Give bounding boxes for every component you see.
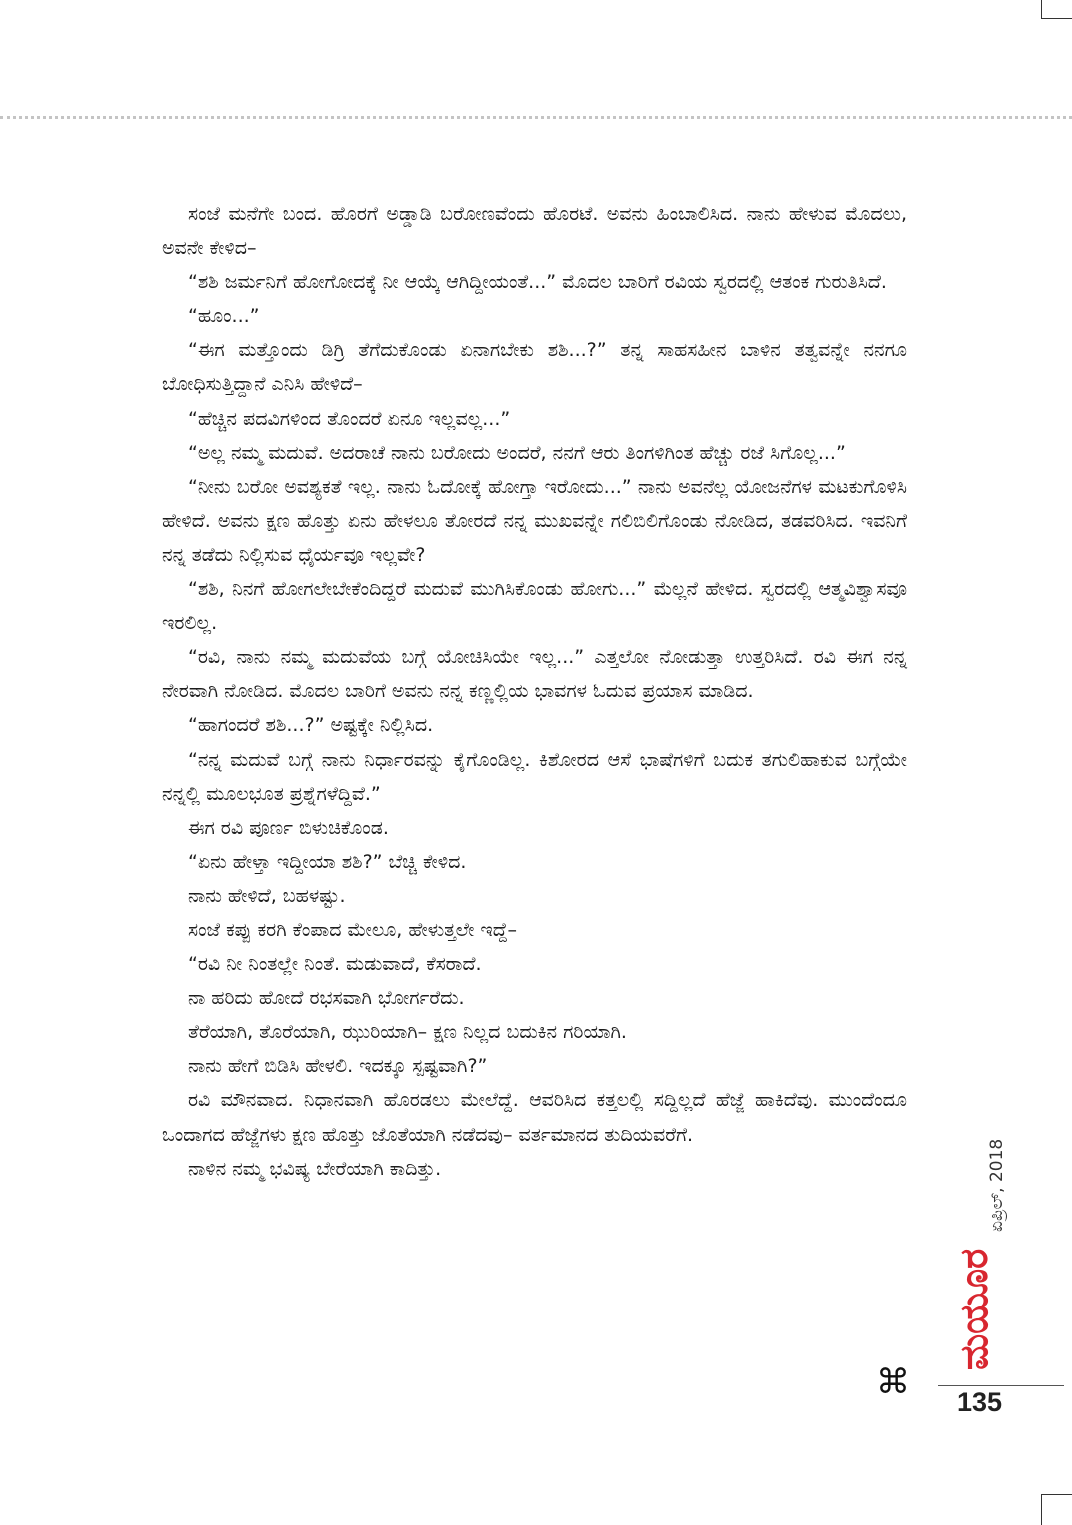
paragraph: “ನನ್ನ ಮದುವೆ ಬಗ್ಗೆ ನಾನು ನಿರ್ಧಾರವನ್ನು ಕೈಗೊಂಡಿಲ್ಲ. ಕಿಶೋರದ ಆಸೆ ಭಾಷೆಗಳಿಗೆ ಬದುಕ ತಗುಲಿಹಾಕುವ ಬಗ್ಗೆಯೇ ನನ್ನಲ್ಲಿ ಮೂಲಭೂತ ಪ್ರಶ್ನೆಗಳೆದ್ದಿವೆ.” bbox=[162, 748, 907, 805]
end-of-story-icon: ⌘ bbox=[876, 1362, 910, 1402]
paragraph: “ಅಲ್ಲ ನಮ್ಮ ಮದುವೆ. ಅದರಾಚೆ ನಾನು ಬರೋದು ಅಂದರೆ, ನನಗೆ ಆರು ತಿಂಗಳಿಗಿಂತ ಹೆಚ್ಚು ರಜೆ ಸಿಗೊಲ್ಲ...” bbox=[188, 441, 846, 464]
paragraph: “ಶಶಿ ಜರ್ಮನಿಗೆ ಹೋಗೋದಕ್ಕೆ ನೀ ಆಯ್ಕೆ ಆಗಿದ್ದೀಯಂತೆ...” ಮೊದಲ ಬಾರಿಗೆ ರವಿಯ ಸ್ವರದಲ್ಲಿ ಆತಂಕ ಗುರುತಿಸಿದೆ. bbox=[188, 271, 887, 294]
paragraph: “ರವಿ ನೀ ನಿಂತಲ್ಲೇ ನಿಂತೆ. ಮಡುವಾದೆ, ಕೆಸರಾದೆ. bbox=[188, 953, 482, 976]
page-number-rule bbox=[938, 1385, 1064, 1386]
paragraph: “ಏನು ಹೇಳ್ತಾ ಇದ್ದೀಯಾ ಶಶಿ?” ಬೆಚ್ಚಿ ಕೇಳಿದ. bbox=[188, 850, 467, 873]
header-dotted-rule bbox=[0, 116, 1072, 119]
paragraph: ಸಂಜೆ ಮನೆಗೇ ಬಂದ. ಹೊರಗೆ ಅಡ್ಡಾಡಿ ಬರೋಣವೆಂದು ಹೊರಟೆ. ಅವನು ಹಿಂಬಾಲಿಸಿದ. ನಾನು ಹೇಳುವ ಮೊದಲು, ಅವನೇ ಕೇಳಿದ– bbox=[162, 203, 907, 260]
story-body bbox=[162, 197, 907, 1186]
crop-mark-bottom-right-horizontal bbox=[1041, 1494, 1072, 1495]
paragraph: ನಾಳಿನ ನಮ್ಮ ಭವಿಷ್ಯ ಬೇರೆಯಾಗಿ ಕಾದಿತ್ತು. bbox=[188, 1157, 442, 1180]
magazine-logo: ಮಯೂರ bbox=[952, 1248, 996, 1371]
crop-mark-top-right-vertical bbox=[1041, 0, 1042, 18]
crop-mark-bottom-right-vertical bbox=[1041, 1494, 1042, 1525]
paragraph: “ಹೆಚ್ಚಿನ ಪದವಿಗಳಿಂದ ತೊಂದರೆ ಏನೂ ಇಲ್ಲವಲ್ಲ...” bbox=[188, 407, 511, 430]
paragraph: ಈಗ ರವಿ ಪೂರ್ಣ ಬಿಳುಚಿಕೊಂಡ. bbox=[188, 816, 389, 839]
paragraph: “ನೀನು ಬರೋ ಅವಶ್ಯಕತೆ ಇಲ್ಲ. ನಾನು ಓದೋಕ್ಕೆ ಹೋಗ್ತಾ ಇರೋದು...” ನಾನು ಅವನೆಲ್ಲ ಯೋಜನೆಗಳ ಮಟಕುಗೊಳಿಸಿ ಹೇಳಿದೆ. ಅವನು ಕ್ಷಣ ಹೊತ್ತು ಏನು ಹೇಳಲೂ ತೋರದೆ ನನ್ನ ಮುಖವನ್ನೇ ಗಲಿಬಿಲಿಗೊಂಡು ನೋಡಿದ, ತಡವರಿಸಿದ. ಇವನಿಗೆ ನನ್ನ ತಡೆದು ನಿಲ್ಲಿಸುವ ಧೈರ್ಯವೂ ಇಲ್ಲವೇ? bbox=[162, 475, 907, 566]
magazine-side-label bbox=[935, 1112, 1015, 1382]
paragraph: “ಶಶಿ, ನಿನಗೆ ಹೋಗಲೇಬೇಕೆಂದಿದ್ದರೆ ಮದುವೆ ಮುಗಿಸಿಕೊಂಡು ಹೋಗು...” ಮೆಲ್ಲನೆ ಹೇಳಿದ. ಸ್ವರದಲ್ಲಿ ಆತ್ಮವಿಶ್ವಾಸವೂ ಇರಲಿಲ್ಲ. bbox=[162, 578, 907, 635]
paragraph: ತೆರೆಯಾಗಿ, ತೊರೆಯಾಗಿ, ಝುರಿಯಾಗಿ– ಕ್ಷಣ ನಿಲ್ಲದ ಬದುಕಿನ ಗರಿಯಾಗಿ. bbox=[188, 1021, 627, 1044]
crop-mark-top-right-horizontal bbox=[1041, 18, 1072, 19]
paragraph: ರವಿ ಮೌನವಾದ. ನಿಧಾನವಾಗಿ ಹೊರಡಲು ಮೇಲೆದ್ದೆ. ಆವರಿಸಿದ ಕತ್ತಲಲ್ಲಿ ಸದ್ದಿಲ್ಲದೆ ಹೆಜ್ಜೆ ಹಾಕಿದೆವು. ಮುಂದೆಂದೂ ಒಂದಾಗದ ಹೆಜ್ಜೆಗಳು ಕ್ಷಣ ಹೊತ್ತು ಜೊತೆಯಾಗಿ ನಡೆದವು– ವರ್ತಮಾನದ ತುದಿಯವರೆಗೆ. bbox=[162, 1089, 907, 1146]
paragraph: “ಹಾಗಂದರೆ ಶಶಿ...?” ಅಷ್ಟಕ್ಕೇ ನಿಲ್ಲಿಸಿದ. bbox=[188, 714, 434, 737]
paragraph: “ರವಿ, ನಾನು ನಮ್ಮ ಮದುವೆಯ ಬಗ್ಗೆ ಯೋಚಿಸಿಯೇ ಇಲ್ಲ...” ಎತ್ತಲೋ ನೋಡುತ್ತಾ ಉತ್ತರಿಸಿದೆ. ರವಿ ಈಗ ನನ್ನ ನೇರವಾಗಿ ನೋಡಿದ. ಮೊದಲ ಬಾರಿಗೆ ಅವನು ನನ್ನ ಕಣ್ಣಲ್ಲಿಯ ಭಾವಗಳ ಓದುವ ಪ್ರಯಾಸ ಮಾಡಿದ. bbox=[162, 646, 907, 703]
paragraph: ಸಂಜೆ ಕಪ್ಪು ಕರಗಿ ಕೆಂಪಾದ ಮೇಲೂ, ಹೇಳುತ್ತಲೇ ಇದ್ದೆ– bbox=[188, 918, 518, 941]
paragraph: “ಈಗ ಮತ್ತೊಂದು ಡಿಗ್ರಿ ತೆಗೆದುಕೊಂಡು ಏನಾಗಬೇಕು ಶಶಿ...?” ತನ್ನ ಸಾಹಸಹೀನ ಬಾಳಿನ ತತ್ವವನ್ನೇ ನನಗೂ ಬೋಧಿಸುತ್ತಿದ್ದಾನೆ ಎನಿಸಿ ಹೇಳಿದೆ– bbox=[162, 339, 907, 396]
paragraph: ನಾ ಹರಿದು ಹೋದೆ ರಭಸವಾಗಿ ಭೋರ್ಗರೆದು. bbox=[188, 987, 465, 1010]
page-number: 135 bbox=[957, 1387, 1003, 1417]
paragraph: ನಾನು ಹೇಳಿದೆ, ಬಹಳಷ್ಟು. bbox=[188, 884, 346, 907]
issue-date: ಏಪ್ರಿಲ್, 2018 bbox=[987, 1138, 1007, 1232]
paragraph: ನಾನು ಹೇಗೆ ಬಿಡಿಸಿ ಹೇಳಲಿ. ಇದಕ್ಕೂ ಸ್ಪಷ್ಟವಾಗಿ?” bbox=[188, 1055, 488, 1078]
paragraph: “ಹೂಂ...” bbox=[188, 305, 260, 328]
